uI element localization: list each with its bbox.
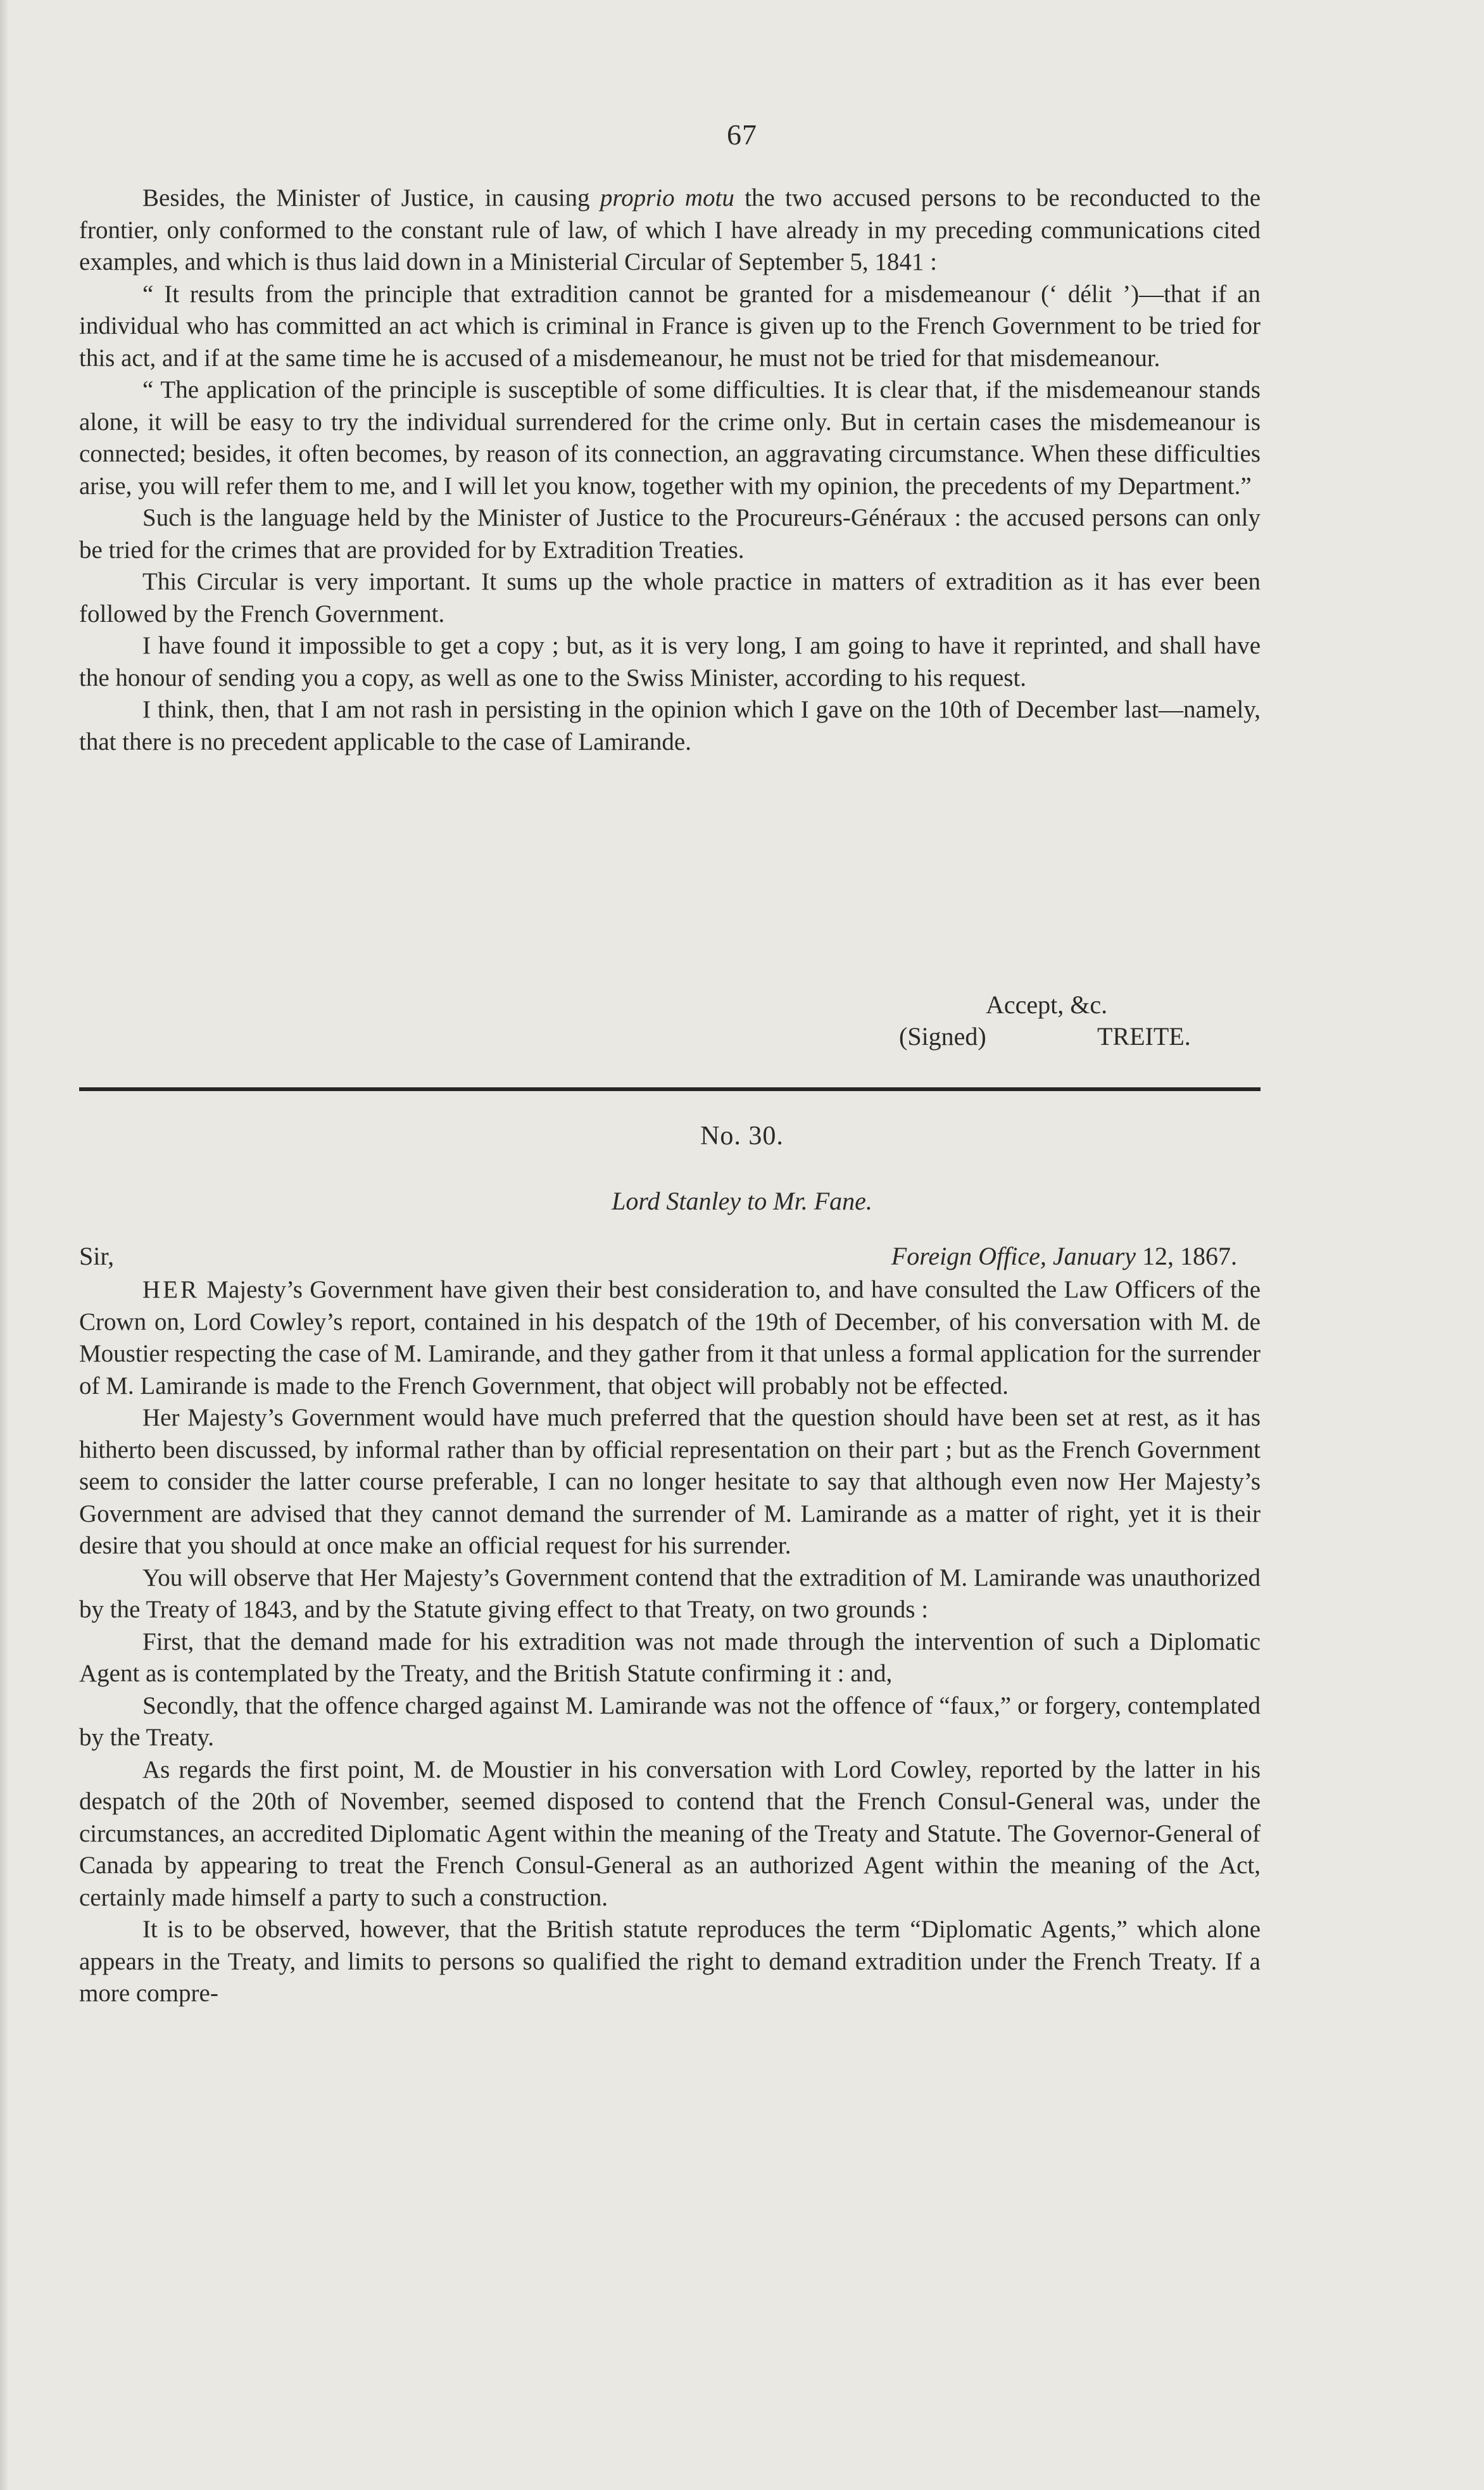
letter-body (79, 1274, 1261, 2010)
opening-word: HER (142, 1276, 199, 1303)
paragraph: Her Majesty’s Government would have much preferred that the question should have been set at rest, as it has hitherto been discussed, by informal rather than by official representation on their part ; but as the French Government seem to consider the latter course preferable, I can no longer hesitate to say that although even now Her Majesty’s Government are advised that they cannot demand the surrender of M. Lamirande as a matter of right, yet it is their desire that you should at once make an official request for his surrender. (79, 1404, 1261, 1559)
paragraph: I think, then, that I am not rash in persisting in the opinion which I gave on the 10th of December last—namely, that there is no precedent applicable to the case of Lamirande. (79, 696, 1261, 755)
paragraph: Such is the language held by the Minister of Justice to the Procureurs-Généraux : the accused persons can only be tried for the crimes that are provided for by Extradition Treaties. (79, 504, 1261, 564)
paragraph-text: Majesty’s Government have given their best consideration to, and have consulted the Law Officers of the Crown on, Lord Cowley’s report, contained in his despatch of the 19th of December, of his conversation with M. de Moustier respecting the case of M. Lamirande, and they gather from it that unless a formal application for the surrender of M. Lamirande is made to the French Government, that object will probably not be effected. (79, 1276, 1261, 1400)
closing-formula: Accept, &c. (986, 990, 1108, 1019)
top-section (79, 182, 1261, 758)
dateline (891, 1241, 1237, 1271)
paragraph: I have found it impossible to get a copy ; but, as it is very long, I am going to have it reprinted, and shall have the honour of sending you a copy, as well as one to the Swiss Minister, according to his request. (79, 632, 1261, 692)
document-number: No. 30. (700, 1122, 784, 1151)
paragraph-text: Besides, the Minister of Justice, in causing (142, 184, 600, 212)
quoted-paragraph: “ It results from the principle that extradition cannot be granted for a misdemeanour (‘ délit ’)—that if an individual who has committed an act which is criminal in France is given up to the French Government to be tried for this act, and if at the same time he is accused of a misdemeanour, he must not be tried for that misdemeanour. (79, 280, 1261, 372)
correspondents-heading: Lord Stanley to Mr. Fane. (612, 1187, 872, 1215)
salutation: Sir, (79, 1242, 115, 1270)
page-edge-shadow (0, 0, 9, 2490)
section-divider (79, 1087, 1261, 1091)
paragraph (79, 1274, 1261, 1402)
page-number: 67 (727, 118, 757, 151)
paragraph: Secondly, that the offence charged against M. Lamirande was not the offence of “faux,” or forgery, contemplated by the Treaty. (79, 1691, 1261, 1751)
paragraph (79, 182, 1261, 279)
dateline-place: Foreign Office, January (891, 1242, 1136, 1270)
signer-name: TREITE. (1097, 1022, 1191, 1051)
quoted-paragraph: “ The application of the principle is susceptible of some difficulties. It is clear that, if the misdemeanour stands alone, it will be easy to try the individual surrendered for the crime only. But in certain cases the misdemeanour is connected; besides, it often becomes, by reason of its connection, an aggravating circumstance. When these difficulties arise, you will refer them to me, and I will let you know, together with my opinion, the precedents of my Department.” (79, 376, 1261, 500)
dateline-date: 12, 1867. (1136, 1242, 1237, 1270)
paragraph: It is to be observed, however, that the British statute reproduces the term “Diplomatic Agents,” which alone appears in the Treaty, and limits to persons so qualified the right to demand extradition under the French Treaty. If a more compre- (79, 1916, 1261, 2007)
italic-phrase: proprio motu (600, 184, 734, 212)
paragraph: As regards the first point, M. de Moustier in his conversation with Lord Cowley, reported by the latter in his despatch of the 20th of November, seemed disposed to contend that the French Consul-General was, under the circumstances, an accredited Diplomatic Agent within the meaning of the Treaty and Statute. The Governor-General of Canada by appearing to treat the French Consul-General as an authorized Agent within the meaning of the Act, certainly made himself a party to such a construction. (79, 1755, 1261, 1911)
paragraph: You will observe that Her Majesty’s Government contend that the extradition of M. Lamirande was unauthorized by the Treaty of 1843, and by the Statute giving effect to that Treaty, on two grounds : (79, 1564, 1261, 1623)
paragraph: This Circular is very important. It sums up the whole practice in matters of extradition as it has ever been followed by the French Government. (79, 568, 1261, 628)
paragraph-text: the two accused persons to be reconducted to the frontier, only conformed to the constant rule of law, of which I have already in my preceding communications cited examples, and which is thus laid down in a Ministerial Circular of September 5, 1841 : (79, 184, 1261, 275)
signed-label: (Signed) (899, 1022, 986, 1051)
paragraph: First, that the demand made for his extradition was not made through the intervention of such a Diplomatic Agent as is contemplated by the Treaty, and the British Statute confirming it : and, (79, 1627, 1261, 1687)
